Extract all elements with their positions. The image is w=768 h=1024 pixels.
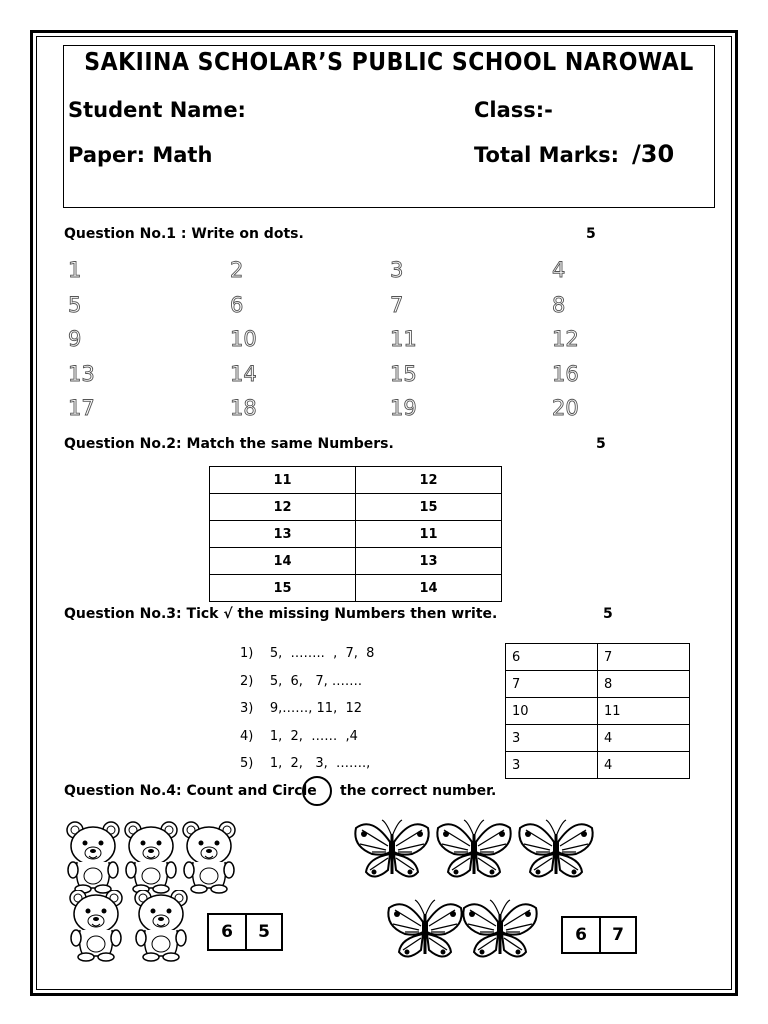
q2-marks: 5: [596, 436, 606, 452]
dotted-number: 19: [390, 396, 417, 420]
dotted-number: 20: [552, 396, 579, 420]
match-cell[interactable]: 15: [356, 494, 502, 521]
sequence-item: 4) 1, 2, …… ,4: [240, 728, 358, 744]
dotted-number: 11: [390, 327, 417, 351]
butterflies-answer-box[interactable]: [561, 916, 637, 954]
dotted-number: 17: [68, 396, 95, 420]
option-cell[interactable]: 3: [506, 725, 598, 752]
q4-title-end: the correct number.: [340, 783, 497, 799]
butterfly-image: [437, 820, 510, 877]
q3-title: Question No.3: Tick √ the missing Numbers then write.: [64, 606, 498, 622]
dotted-number: 3: [390, 258, 404, 282]
butterflies-choice-1[interactable]: 6: [575, 925, 587, 945]
dotted-number: 2: [230, 258, 244, 282]
dotted-number: 10: [230, 327, 257, 351]
butterfly-image: [463, 900, 536, 957]
dotted-number: 9: [68, 327, 82, 351]
q2-title: Question No.2: Match the same Numbers.: [64, 436, 394, 452]
total-marks-value: /30: [632, 140, 675, 168]
dotted-number: 8: [552, 292, 566, 317]
table-row: [210, 575, 502, 602]
dotted-number: 5: [68, 292, 82, 317]
option-cell[interactable]: 8: [598, 671, 690, 698]
dotted-number: 7: [390, 292, 404, 317]
dotted-number: 18: [230, 396, 257, 420]
dotted-number: 13: [68, 361, 95, 386]
butterfly-image: [355, 820, 428, 877]
table-row: [210, 521, 502, 548]
q3-options-table: [505, 643, 690, 779]
dotted-number: 4: [552, 258, 566, 282]
bears-choice-1[interactable]: 6: [221, 922, 233, 942]
bears-choice-2[interactable]: 5: [245, 915, 281, 949]
sequence-item: 2) 5, 6, 7, …….: [240, 673, 363, 689]
bear-image: [135, 890, 187, 961]
match-cell[interactable]: 11: [210, 467, 356, 494]
sequence-item: 1) 5, …….. , 7, 8: [240, 646, 375, 661]
dotted-number: 6: [230, 292, 244, 317]
dotted-number: 15: [390, 361, 417, 386]
class-label: Class:-: [474, 98, 553, 122]
butterfly-image: [519, 820, 592, 877]
match-cell[interactable]: 14: [210, 548, 356, 575]
option-cell[interactable]: 7: [598, 644, 690, 671]
bear-image: [70, 890, 122, 961]
option-cell[interactable]: 4: [598, 752, 690, 779]
match-cell[interactable]: 13: [356, 548, 502, 575]
table-row: [210, 548, 502, 575]
option-cell[interactable]: 11: [598, 698, 690, 725]
table-row: [506, 671, 690, 698]
option-cell[interactable]: 10: [506, 698, 598, 725]
dotted-number: 1: [68, 258, 82, 282]
bear-image: [67, 822, 119, 893]
butterflies-choice-2[interactable]: 7: [599, 918, 635, 952]
q3-marks: 5: [603, 606, 613, 622]
q4-title: Question No.4: Count and Circle: [64, 783, 317, 799]
student-name-label: Student Name:: [68, 98, 246, 122]
match-cell[interactable]: 13: [210, 521, 356, 548]
sequence-item: 5) 1, 2, 3, …….,: [240, 756, 371, 771]
match-cell[interactable]: 12: [210, 494, 356, 521]
circle-icon: [302, 776, 332, 806]
q1-marks: 5: [586, 226, 596, 242]
q1-title: Question No.1 : Write on dots.: [64, 226, 304, 242]
butterflies-row-top: [350, 818, 600, 886]
dotted-number: 12: [552, 327, 579, 351]
butterfly-image: [388, 900, 461, 957]
dotted-number: 14: [230, 361, 257, 386]
bears-row-top: [56, 820, 246, 895]
bear-image: [125, 822, 177, 893]
table-row: [506, 698, 690, 725]
bear-image: [183, 822, 235, 893]
total-marks-label: Total Marks:: [474, 143, 619, 167]
dotted-number: 16: [552, 361, 579, 386]
option-cell[interactable]: 4: [598, 725, 690, 752]
q2-match-table: [209, 466, 502, 602]
option-cell[interactable]: 3: [506, 752, 598, 779]
match-cell[interactable]: 14: [356, 575, 502, 602]
option-cell[interactable]: 7: [506, 671, 598, 698]
table-row: [506, 644, 690, 671]
match-cell[interactable]: 15: [210, 575, 356, 602]
table-row: [506, 752, 690, 779]
butterflies-row-bottom: [380, 898, 550, 966]
sequence-item: 3) 9,……, 11, 12: [240, 701, 363, 716]
table-row: [210, 494, 502, 521]
match-cell[interactable]: 12: [356, 467, 502, 494]
bears-answer-box[interactable]: [207, 913, 283, 951]
table-row: [210, 467, 502, 494]
table-row: [506, 725, 690, 752]
school-name: SAKIINA SCHOLAR’S PUBLIC SCHOOL NAROWAL: [84, 48, 694, 77]
option-cell[interactable]: 6: [506, 644, 598, 671]
bears-row-bottom: [56, 890, 206, 965]
paper-label: Paper: Math: [68, 143, 213, 167]
match-cell[interactable]: 11: [356, 521, 502, 548]
